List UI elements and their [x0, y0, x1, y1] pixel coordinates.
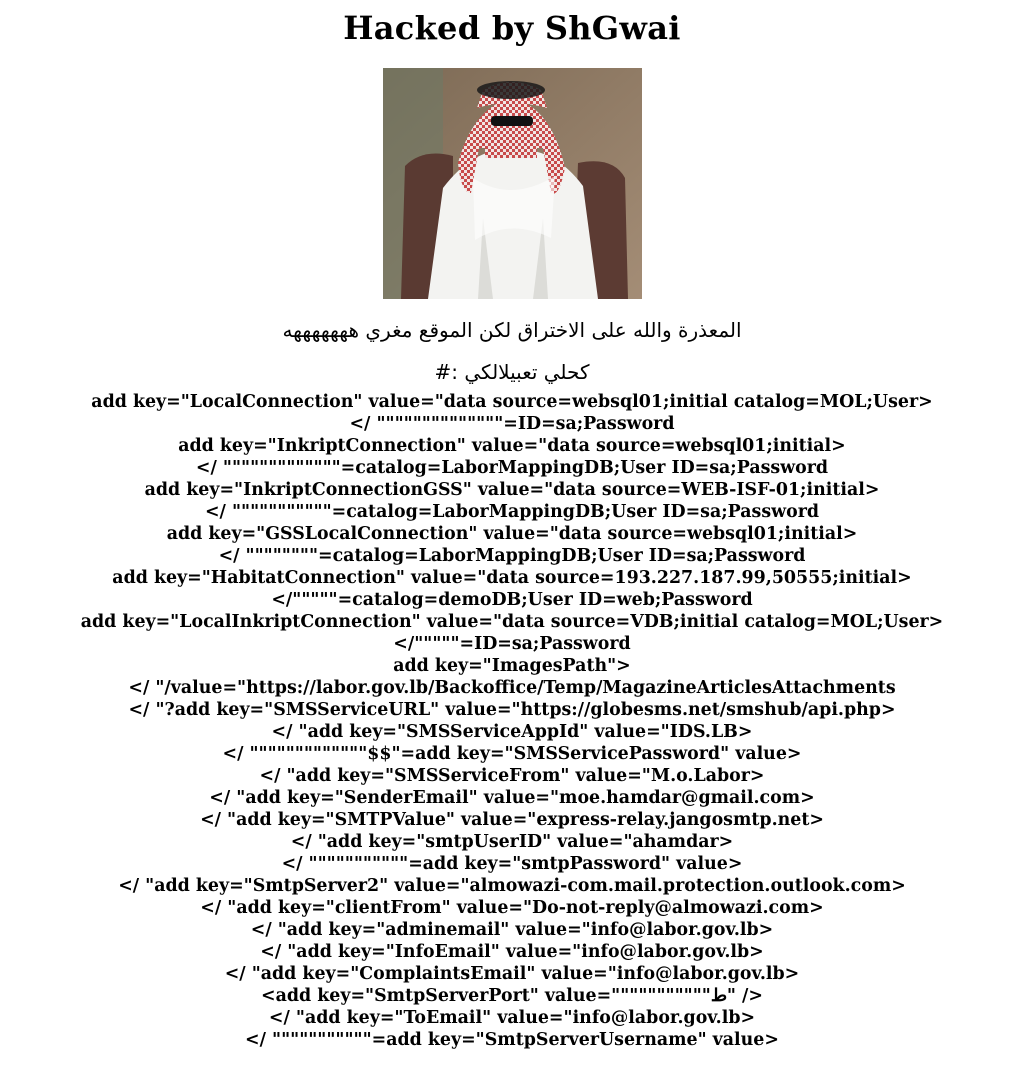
- arabic-hashtag: #: كحلي تعبيلالكي: [434, 360, 590, 384]
- config-line: </ "add key="adminemail" value="info@labor.gov.lb>: [250, 920, 774, 940]
- config-line: </ """""""""""=add key="SmtpServerUsername" value>: [245, 1030, 779, 1050]
- config-line: </ "add key="ToEmail" value="info@labor.gov.lb>: [268, 1008, 756, 1028]
- config-line: add key="LocalInkriptConnection" value="data source=VDB;initial catalog=MOL;User>: [80, 612, 944, 632]
- config-line: </"""""=ID=sa;Password: [393, 634, 631, 654]
- config-line: </ """"""""""""""=ID=sa;Password: [349, 414, 675, 434]
- config-line: </ "add key="smtpUserID" value="ahamdar>: [290, 832, 734, 852]
- config-line: </ "/value="https://labor.gov.lb/Backoffice/Temp/MagazineArticlesAttachments: [128, 678, 896, 698]
- config-line: </ "add key="SMTPValue" value="express-relay.jangosmtp.net>: [200, 810, 824, 830]
- hacker-photo: [383, 68, 642, 299]
- config-line: </ """""""""""""=catalog=LaborMappingDB;User ID=sa;Password: [195, 458, 829, 478]
- page-title: Hacked by ShGwai: [343, 9, 681, 47]
- config-line: </ "add key="ComplaintsEmail" value="info@labor.gov.lb>: [224, 964, 800, 984]
- config-line: add key="HabitatConnection" value="data source=193.227.187.99,50555;initial>: [112, 568, 912, 588]
- config-line: add key="GSSLocalConnection" value="data source=websql01;initial>: [166, 524, 858, 544]
- config-line: </ """""""""""=add key="smtpPassword" value>: [281, 854, 743, 874]
- config-line: add key="InkriptConnection" value="data source=websql01;initial>: [178, 436, 846, 456]
- config-line: </ """"""""=catalog=LaborMappingDB;User ID=sa;Password: [218, 546, 806, 566]
- config-line: </ "add key="InfoEmail" value="info@labor.gov.lb>: [260, 942, 764, 962]
- config-line: </ "?add key="SMSServiceURL" value="https://globesms.net/smshub/api.php>: [128, 700, 896, 720]
- config-dump: [0, 391, 1024, 1051]
- config-line: add key="InkriptConnectionGSS" value="data source=WEB-ISF-01;initial>: [144, 480, 880, 500]
- config-line: add key="LocalConnection" value="data source=websql01;initial catalog=MOL;User>: [91, 392, 933, 412]
- config-line: </ "add key="SenderEmail" value="moe.hamdar@gmail.com>: [209, 788, 815, 808]
- arabic-message: المعذرة والله على الاختراق لكن الموقع مغري هههههههه: [282, 318, 742, 342]
- config-line: </ """""""""""=catalog=LaborMappingDB;User ID=sa;Password: [204, 502, 820, 522]
- config-line: </ """""""""""""$$"=add key="SMSServicePassword" value>: [222, 744, 802, 764]
- photo-container: [383, 68, 642, 299]
- config-line: </"""""=catalog=demoDB;User ID=web;Password: [271, 590, 753, 610]
- config-line: </ "ط"""""""""""=add key="SmtpServerPort" value>: [261, 986, 763, 1006]
- config-line: </ "add key="SmtpServer2" value="almowazi-com.mail.protection.outlook.com>: [118, 876, 906, 896]
- config-line: </ "add key="clientFrom" value="Do-not-reply@almowazi.com>: [200, 898, 824, 918]
- config-line: </ "add key="SMSServiceAppId" value="IDS.LB>: [271, 722, 753, 742]
- config-line: add key="ImagesPath">: [393, 656, 631, 676]
- config-line: </ "add key="SMSServiceFrom" value="M.o.Labor>: [259, 766, 765, 786]
